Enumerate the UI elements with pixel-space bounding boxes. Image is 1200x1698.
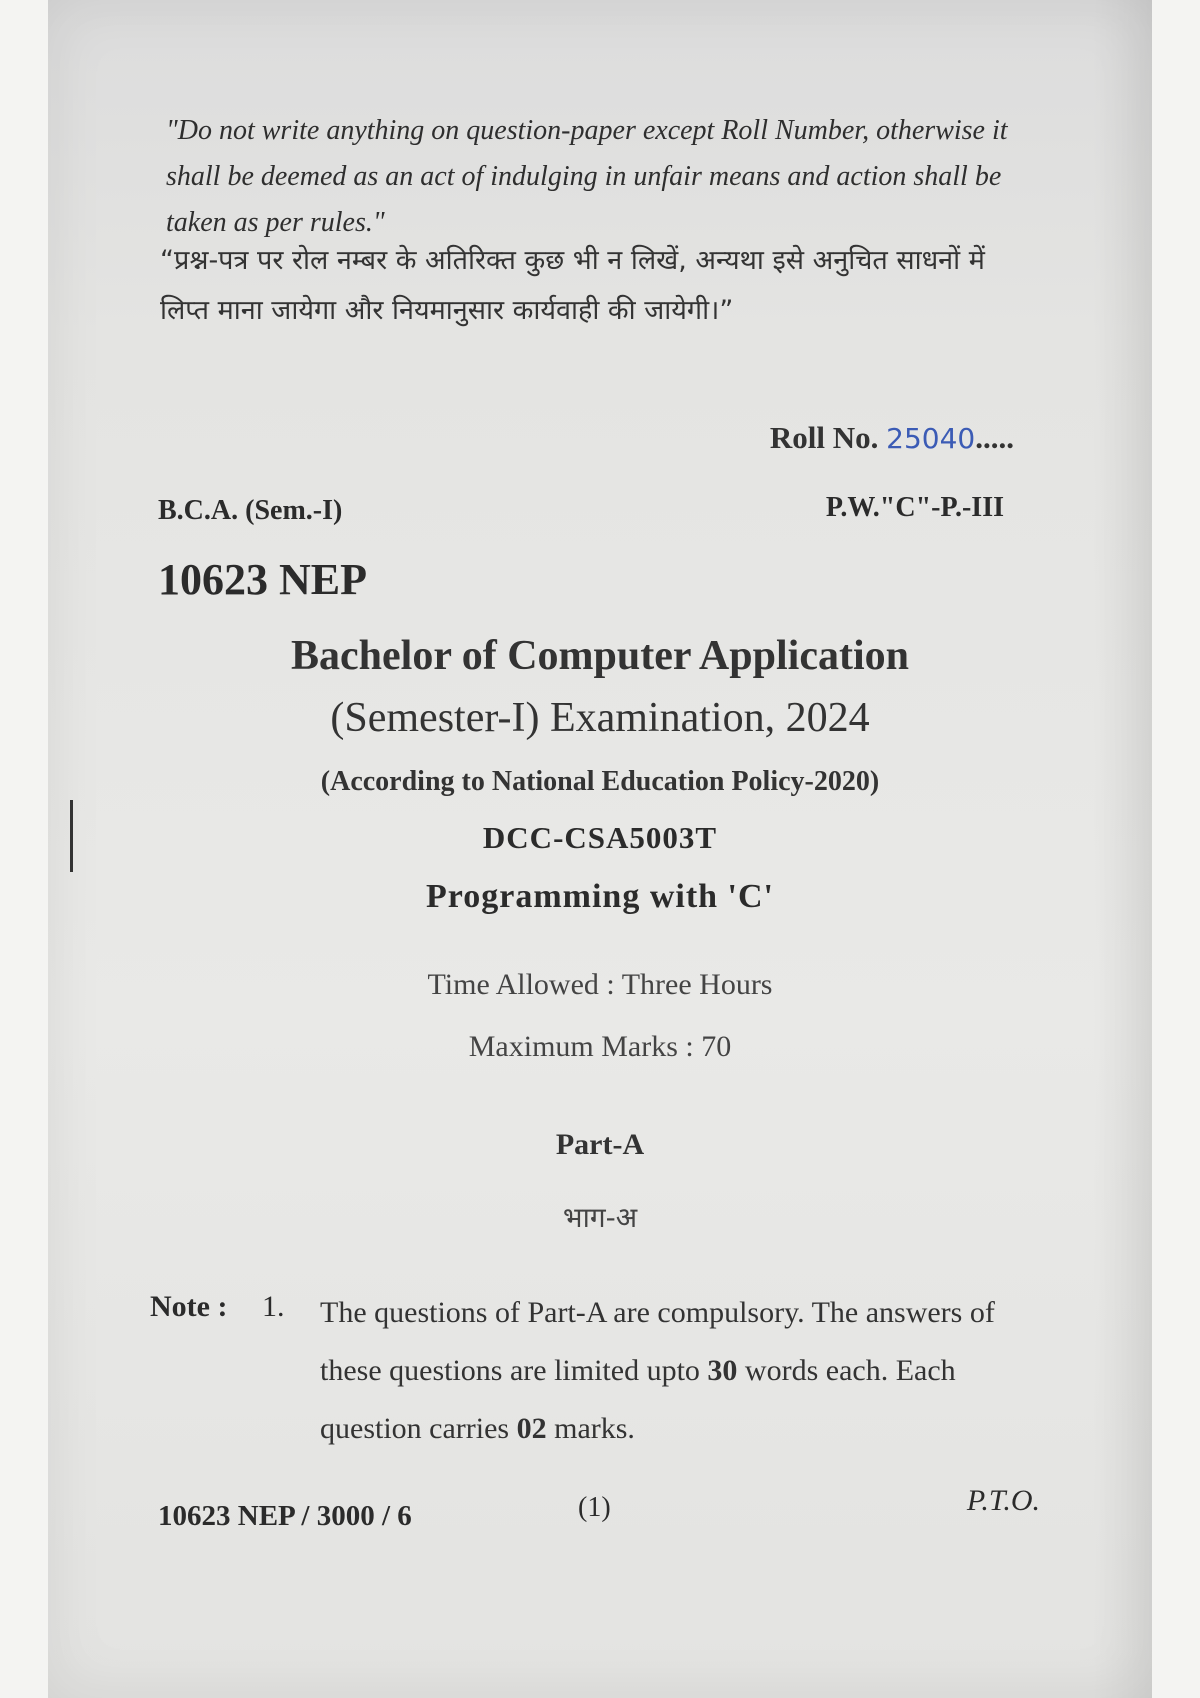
roll-number-handwritten: 25040 bbox=[886, 422, 976, 455]
roll-number-label: Roll No. bbox=[769, 420, 887, 455]
part-heading-english: Part-A bbox=[555, 1128, 645, 1161]
time-allowed: Time Allowed : Three Hours bbox=[427, 968, 773, 1001]
part-heading-hindi: भाग-अ bbox=[562, 1201, 638, 1234]
warning-english: "Do not write anything on question-paper except Roll Number, otherwise it shall be deemed as an act of indulging in unfair means and action shall be taken as per rules." bbox=[166, 115, 1008, 238]
exam-title-line-1: Bachelor of Computer Application bbox=[291, 633, 909, 679]
pw-code: P.W."C"-P.-III bbox=[825, 492, 1004, 523]
roll-number-dots: ..... bbox=[975, 420, 1014, 455]
note-label: Note : bbox=[150, 1290, 228, 1323]
maximum-marks: Maximum Marks : 70 bbox=[468, 1030, 732, 1063]
warning-hindi: “प्रश्न-पत्र पर रोल नम्बर के अतिरिक्त कुछ भी न लिखें, अन्यथा इसे अनुचित साधनों में लिप्त माना जायेगा और नियमानुसार कार्यवाही की जायेगी।” bbox=[160, 245, 985, 326]
pto-marker: P.T.O. bbox=[966, 1484, 1040, 1517]
course-name: B.C.A. (Sem.-I) bbox=[158, 495, 343, 526]
roll-number bbox=[770, 420, 1014, 456]
policy-line: (According to National Education Policy-2020) bbox=[320, 766, 880, 797]
note-word-limit: 30 bbox=[707, 1354, 738, 1387]
subject-title: Programming with 'C' bbox=[425, 878, 774, 915]
note-text-part-3: marks. bbox=[546, 1412, 635, 1445]
note-text-part-2: words each. Each question carries bbox=[320, 1354, 956, 1445]
footer-paper-code: 10623 NEP / 3000 / 6 bbox=[158, 1500, 412, 1532]
exam-title-line-2: (Semester-I) Examination, 2024 bbox=[330, 695, 870, 741]
note-marks-value: 02 bbox=[516, 1412, 547, 1445]
note-text bbox=[320, 1284, 1040, 1458]
note-text-part-1: The questions of Part-A are compulsory. The answers of these questions are limited upto bbox=[320, 1296, 995, 1387]
paper-code: 10623 NEP bbox=[158, 555, 367, 604]
page-number: (1) bbox=[578, 1492, 611, 1523]
note-number: 1. bbox=[262, 1290, 285, 1323]
subject-code: DCC-CSA5003T bbox=[482, 820, 718, 855]
